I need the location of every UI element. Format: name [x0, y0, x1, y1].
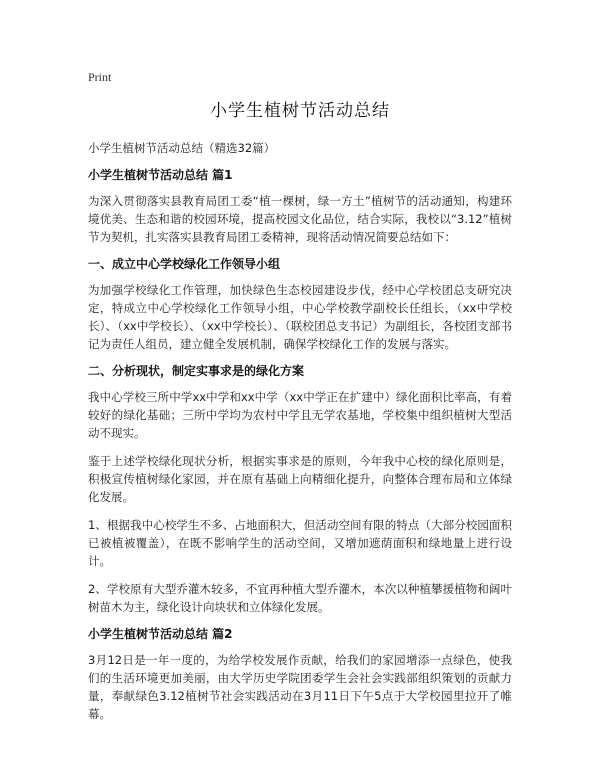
paragraph-current-status: 我中心学校三所中学xx中学和xx中学（xx中学正在扩建中）绿化面积比率高，有着较好的绿化基础；三所中学均为农村中学且无学农基地，学校集中组织植树大型活动不现实。: [88, 390, 512, 440]
section-heading-part1: 小学生植树节活动总结 篇1: [88, 168, 233, 182]
paragraph-greening-principle: 鉴于上述学校绿化现状分析，根据实事求是的原则，今年我中心校的绿化原则是，积极宣传植树绿化家园，并在原有基础上向精细化提升，向整体合理布局和立体绿化发展。: [88, 454, 512, 504]
paragraph-leadership-group: 为加强学校绿化工作管理，加快绿色生态校园建设步伐，经中心学校团总支研究决定，特成立中心学校绿化工作领导小组，中心学校教学副校长任组长，（xx中学校长）、（xx中学校长）、（xx中学校长）、（联校团总支书记）为副组长，各校团支部书记为责任人组员，建立健全发展机制，确保学校绿化工作的发展与落实。: [88, 283, 512, 351]
paragraph-part2-intro: 3月12日是一年一度的，为给学校发展作贡献，给我们的家园增添一点绿色，使我们的生活环境更加美丽，由大学历史学院团委学生会社会实践部组织策划的贡献力量，奉献绿色3.12植树节社会实践活动在3月11日下午5点于大学校园里拉开了帷幕。: [88, 653, 512, 721]
paragraph-intro: 为深入贯彻落实县教育局团工委“植一棵树，绿一方土”植树节的活动通知，构建环境优美、生态和谐的校园环境，提高校园文化品位，结合实际，我校以“3.12”植树节为契机，扎实落实县教育局团工委精神，现将活动情况简要总结如下：: [88, 194, 512, 244]
section-heading-greening-plan: 二、分析现状，制定实事求是的绿化方案: [88, 364, 305, 378]
print-label: Print: [88, 70, 112, 84]
section-heading-leadership-group: 一、成立中心学校绿化工作领导小组: [88, 257, 281, 271]
paragraph-point-1: 1、根据我中心校学生不多、占地面积大，但活动空间有限的特点（大部分校园面积已被植被覆盖），在既不影响学生的活动空间，又增加遮荫面积和绿地量上进行设计。: [88, 518, 512, 568]
paragraph-point-2: 2、学校原有大型乔灌木较多，不宜再种植大型乔灌木，本次以种植攀援植物和阔叶树苗木为主，绿化设计向块状和立体绿化发展。: [88, 582, 512, 614]
section-heading-part2: 小学生植树节活动总结 篇2: [88, 627, 233, 641]
document-title: 小学生植树节活动总结: [210, 101, 390, 121]
document-subtitle: 小学生植树节活动总结（精选32篇）: [88, 141, 276, 155]
